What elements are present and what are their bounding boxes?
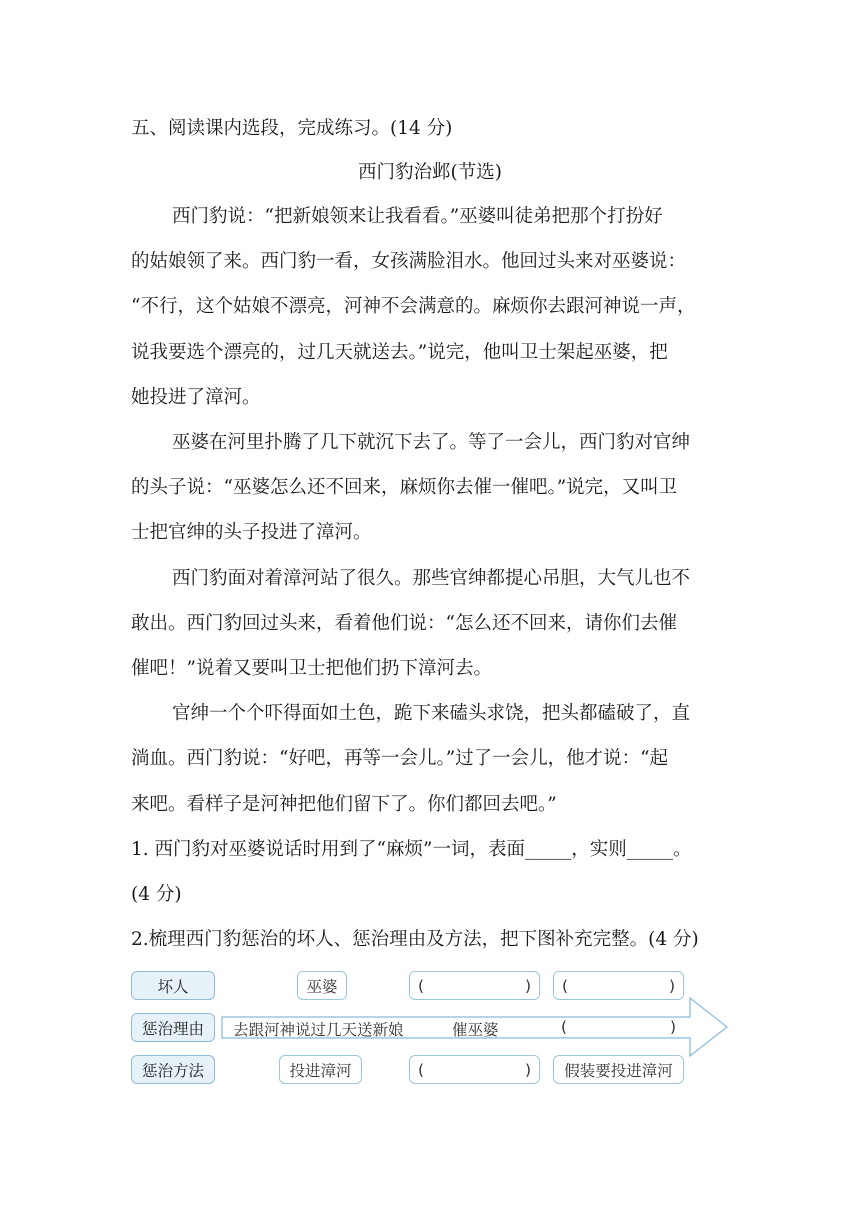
p1-line-3: “不行，这个姑娘不漂亮，河神不会满意的。麻烦你去跟河神说一声，	[131, 296, 696, 317]
p4-line-3: 来吧。看样子是河神把他们留下了。你们都回去吧。”	[131, 794, 557, 815]
method-3: 假装要投进漳河	[553, 1055, 684, 1084]
p1-line-1: 西门豹说：“把新娘领来让我看看。”巫婆叫徒弟把那个打扮好	[172, 206, 663, 227]
p2-line-3: 士把官绅的头子投进了漳河。	[131, 522, 372, 543]
p1-line-4: 说我要选个漂亮的，过几天就送去。”说完，他叫卫士架起巫婆，把	[131, 342, 668, 363]
p4-line-2: 淌血。西门豹说：“好吧，再等一会儿。”过了一会儿，他才说：“起	[131, 748, 669, 769]
p4-line-1: 官绅一个个吓得面如土色，跪下来磕头求饶，把头都磕破了，直	[172, 703, 691, 724]
bad-person-blank-2[interactable]: ( )	[553, 971, 684, 1000]
question-1-score: (4 分)	[131, 884, 182, 905]
p2-line-2: 的头子说：“巫婆怎么还不回来，麻烦你去催一催吧。”说完，又叫卫	[131, 477, 678, 498]
bad-person-witch: 巫婆	[297, 971, 347, 1000]
reason-2: 催巫婆	[452, 1021, 499, 1039]
p3-line-2: 敢出。西门豹回过头来，看着他们说：“怎么还不回来，请你们去催	[131, 613, 677, 634]
reason-1: 去跟河神说过几天送新娘	[233, 1021, 404, 1039]
p3-line-3: 催吧！”说着又要叫卫士把他们扔下漳河去。	[131, 658, 492, 679]
p1-line-2: 的姑娘领了来。西门豹一看，女孩满脸泪水。他回过头来对巫婆说：	[131, 251, 687, 272]
method-1: 投进漳河	[279, 1055, 362, 1084]
method-blank[interactable]: ( )	[409, 1055, 540, 1084]
label-bad-people: 坏人	[131, 971, 215, 1000]
p3-line-1: 西门豹面对着漳河站了很久。那些官绅都提心吊胆，大气儿也不	[172, 568, 691, 589]
question-1: 1. 西门豹对巫婆说话时用到了“麻烦”一词，表面_____，实则_____。	[131, 839, 692, 860]
label-reason: 惩治理由	[131, 1013, 215, 1042]
question-2: 2.梳理西门豹惩治的坏人、惩治理由及方法，把下图补充完整。(4 分)	[131, 929, 699, 950]
reason-blank-open[interactable]: (	[561, 1018, 568, 1036]
section-title: 五、阅读课内选段，完成练习。(14 分)	[131, 118, 453, 139]
passage-title: 西门豹治邺(节选)	[358, 162, 502, 183]
p1-line-5: 她投进了漳河。	[131, 387, 261, 408]
label-method: 惩治方法	[131, 1055, 215, 1084]
p2-line-1: 巫婆在河里扑腾了几下就沉下去了。等了一会儿，西门豹对官绅	[172, 432, 691, 453]
bad-person-blank-1[interactable]: ( )	[409, 971, 540, 1000]
reason-blank-close: )	[670, 1018, 677, 1036]
